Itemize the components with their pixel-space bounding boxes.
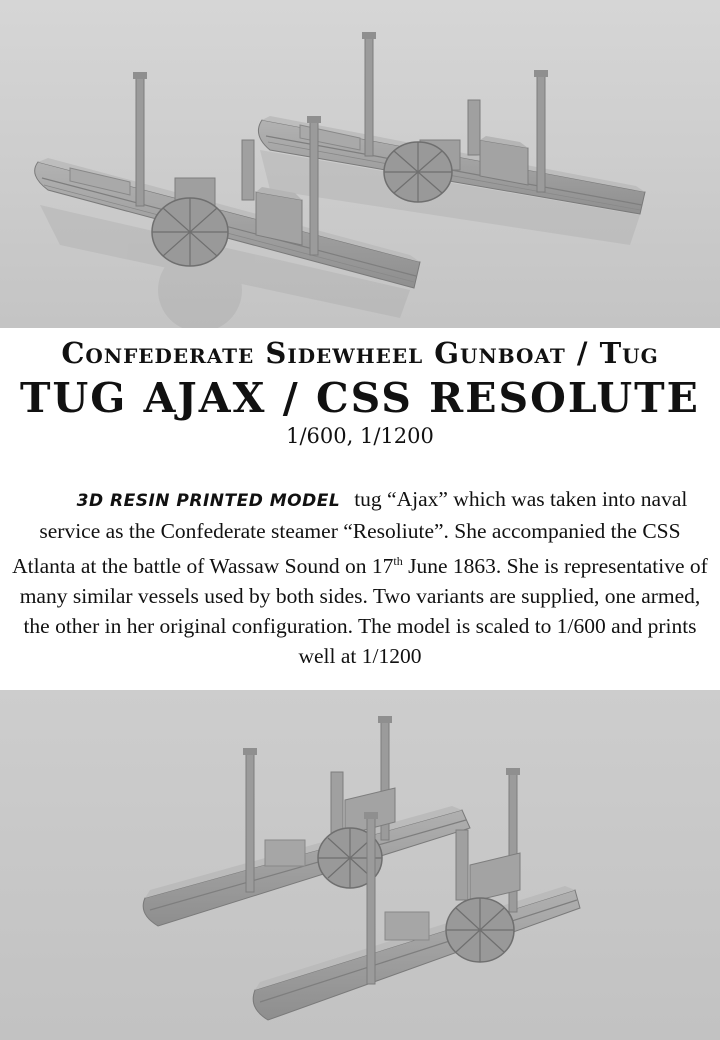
page-title: TUG AJAX / CSS RESOLUTE: [20, 374, 700, 422]
description-paragraph: [8, 484, 712, 671]
top-render-image: [0, 0, 720, 328]
description-ordinal: th: [393, 554, 403, 568]
ship-models-render-bottom: [0, 690, 720, 1040]
scale-label: 1/600, 1/1200: [286, 424, 434, 448]
description-part1: tug “Ajax” which was taken into naval service as the Confederate steamer “Resoliute”. She accompanied the CSS Atlanta at the battle of Wassaw Sound on 17: [12, 487, 688, 579]
ship-models-render-top: [0, 0, 720, 328]
bottom-render-image: [0, 690, 720, 1040]
description-part2: June 1863. She is representative of many similar vessels used by both sides. Two variants are supplied, one armed, the other in her original configuration. The model is scaled to 1/600 and prints well at 1/1200: [19, 554, 708, 669]
description-lead: 3D RESIN PRINTED MODEL: [76, 491, 341, 511]
subtitle: Confederate Sidewheel Gunboat / Tug: [61, 336, 659, 370]
